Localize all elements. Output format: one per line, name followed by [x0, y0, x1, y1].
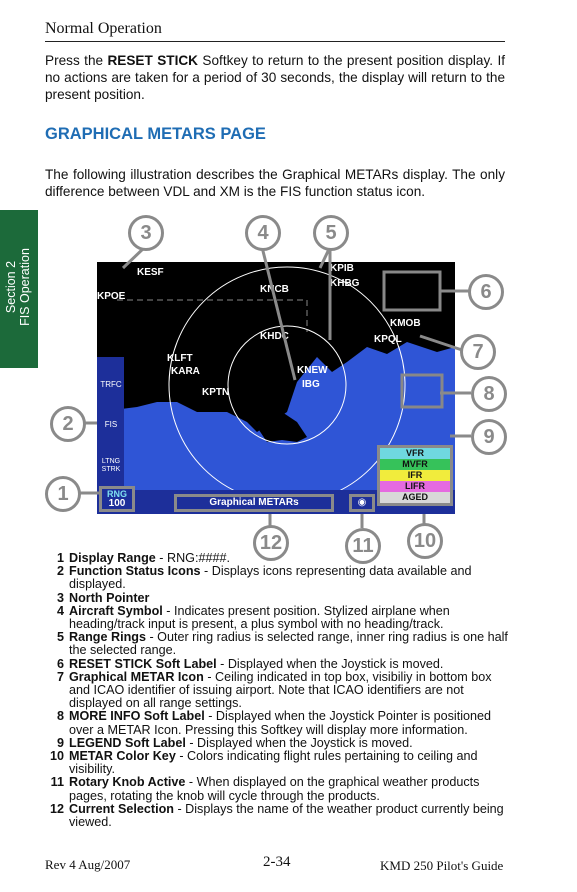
legend-item-number: 1 [56, 551, 64, 565]
legend-item: 4 Aircraft Symbol - Indicates present position. Stylized airplane when heading/track input is present, a plus symbol with no heading/track. [45, 605, 510, 631]
legend-item: 1 Display Range - RNG:####. [45, 552, 510, 565]
footer-revision: Rev 4 Aug/2007 [45, 857, 131, 872]
airport-label: KPIB [330, 263, 354, 274]
legend-item-number: 4 [56, 603, 64, 618]
legend-list [45, 552, 510, 829]
legend-item-term: Rotary Knob Active [69, 775, 186, 790]
callout-11: 11 [345, 528, 381, 564]
legend-item: 6 RESET STICK Soft Label - Displayed when the Joystick is moved. [45, 658, 510, 671]
lightning-icon-label: LTNG STRK [101, 458, 121, 473]
callout-7: 7 [460, 334, 496, 370]
callout-8: 8 [471, 376, 507, 412]
legend-item-number: 10 [49, 749, 64, 764]
legend-item-number: 8 [56, 709, 64, 724]
intro-paragraph: Press the RESET STICK Softkey to return to the present position display. If no actions are taken for a period of 30 seconds, the display will return to the present position. [45, 53, 505, 102]
airport-label: KPOE [97, 291, 126, 302]
fis-icon-label: FIS [104, 420, 118, 429]
section-tab-line2: FIS Operation [18, 248, 32, 326]
callout-4: 4 [245, 215, 281, 251]
range-label: RNG [107, 489, 127, 499]
color-key-vfr: VFR [380, 448, 450, 459]
airport-label: KNEW [297, 365, 328, 376]
legend-item-number: 12 [49, 801, 64, 816]
rotary-knob-icon[interactable]: ◉ [349, 494, 375, 512]
color-key-aged: AGED [380, 492, 450, 503]
intro-rest: Softkey to return to the present position display. If no actions are taken for a period of 30 seconds, the display will return to the present position. [45, 53, 505, 102]
legend-item-term: Aircraft Symbol [69, 603, 163, 618]
legend-item-number: 11 [50, 775, 64, 790]
trfc-icon-label: TRFC [100, 380, 122, 389]
color-key-lifr: LIFR [380, 481, 450, 492]
legend-item: 9 LEGEND Soft Label - Displayed when the Joystick is moved. [45, 737, 510, 750]
airport-label: KARA [171, 366, 200, 377]
callout-2: 2 [50, 406, 86, 442]
legend-item-number: 9 [56, 735, 64, 750]
footer-page-number: 2-34 [263, 854, 291, 870]
legend-item: 5 Range Rings - Outer ring radius is selected range, inner ring radius is one half the selected range. [45, 631, 510, 657]
legend-item-number: 6 [56, 656, 64, 671]
callout-9: 9 [471, 419, 507, 455]
legend-item: 11 Rotary Knob Active - When displayed on the graphical weather products pages, rotating the knob will cycle through the products. [45, 776, 510, 802]
description-paragraph: The following illustration describes the Graphical METARs display. The only difference between VDL and XM is the FIS function status icon. [45, 167, 505, 199]
section-tab-line1: Section 2 [4, 260, 18, 314]
legend-item: 7 Graphical METAR Icon - Ceiling indicated in top box, visibiliy in bottom box and ICAO identifier of issuing airport. Note that ICAO identifiers are not displayed on all range settings. [45, 671, 510, 711]
airport-label: IBG [302, 379, 320, 390]
footer-guide-title: KMD 250 Pilot's Guide [380, 858, 504, 873]
legend-item-term: Function Status Icons [69, 564, 201, 579]
airport-label: KHBG [330, 278, 360, 289]
callout-1: 1 [45, 476, 81, 512]
section-title: GRAPHICAL METARS PAGE [45, 125, 266, 143]
legend-item-number: 5 [56, 630, 64, 645]
running-header: Normal Operation [45, 20, 162, 37]
legend-item: 12 Current Selection - Displays the name of the weather product currently being viewed. [45, 803, 510, 829]
airport-label: KHDC [260, 331, 289, 342]
legend-item-number: 7 [56, 669, 64, 684]
legend-item-number: 3 [56, 590, 64, 605]
color-key-mvfr: MVFR [380, 459, 450, 470]
legend-item-term: Current Selection [69, 801, 174, 816]
airport-label: KMOB [390, 318, 421, 329]
legend-item-term: Graphical METAR Icon [69, 669, 204, 684]
airport-label: KPQL [374, 334, 402, 345]
range-value: 100 [108, 498, 126, 509]
airport-label: KNCB [260, 284, 289, 295]
airport-label: KPTN [202, 387, 230, 398]
legend-item: 10 METAR Color Key - Colors indicating flight rules pertaining to ceiling and visibility. [45, 750, 510, 776]
airport-label: KESF [137, 267, 164, 278]
legend-item-term: North Pointer [69, 590, 150, 605]
legend-item-term: Display Range [69, 551, 156, 565]
legend-item-number: 2 [56, 564, 64, 579]
legend-item: 2 Function Status Icons - Displays icons representing data available and displayed. [45, 565, 510, 591]
legend-item-term: RESET STICK Soft Label [69, 656, 217, 671]
callout-10: 10 [407, 523, 443, 559]
callout-6: 6 [468, 274, 504, 310]
intro-key: RESET STICK [107, 53, 199, 68]
legend-item-term: LEGEND Soft Label [69, 735, 186, 750]
color-key-ifr: IFR [380, 470, 450, 481]
airport-label: KLFT [167, 353, 193, 364]
legend-item-term: METAR Color Key [69, 749, 176, 764]
legend-item: 8 MORE INFO Soft Label - Displayed when the Joystick Pointer is positioned over a METAR Icon. Pressing this Softkey will display more information. [45, 710, 510, 736]
callout-3: 3 [128, 215, 164, 251]
current-selection[interactable]: Graphical METARs [174, 494, 334, 512]
legend-item-term: MORE INFO Soft Label [69, 709, 205, 724]
legend-item-term: Range Rings [69, 630, 146, 645]
callout-12: 12 [253, 525, 289, 561]
callout-5: 5 [313, 215, 349, 251]
